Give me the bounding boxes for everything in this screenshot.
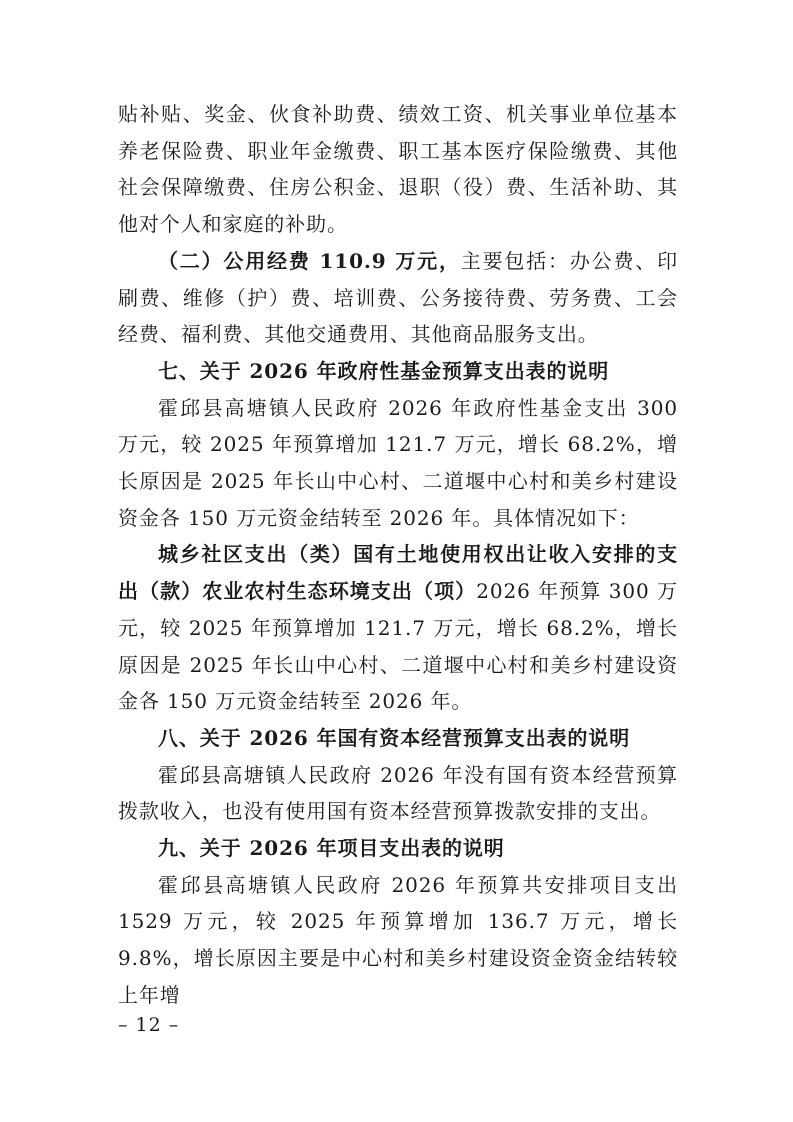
paragraph-public-funds — [118, 243, 678, 353]
page-number: – 12 – — [118, 1014, 180, 1036]
paragraph-government-fund: 霍邱县高塘镇人民政府 2026 年政府性基金支出 300 万元，较 2025 年预算增加 121.7 万元，增长 68.2%，增长原因是 2025 年长山中心村、二道堰中心村和美乡村建设资金各 150 万元资金结转至 2026 年。具体情况如下： — [118, 395, 678, 530]
expense-category-label: 城乡社区支出（类）国有土地使用权出让收入安排的支出（款）农业农村生态环境支出（项） — [118, 542, 678, 604]
section-heading-8: 八、关于 2026 年国有资本经营预算支出表的说明 — [158, 725, 631, 750]
public-funds-heading: （二）公用经费 110.9 万元， — [158, 248, 461, 273]
paragraph-project-expense: 霍邱县高塘镇人民政府 2026 年预算共安排项目支出 1529 万元，较 2025 年预算增加 136.7 万元，增长 9.8%，增长原因主要是中心村和美乡村建设资金资金结转较上年增 — [118, 872, 678, 1007]
expense-category-detail: 2026 年预算 300 万元，较 2025 年预算增加 121.7 万元，增长 68.2%，增长原因是 2025 年长山中心村、二道堰中心村和美乡村建设资金各 150 万元资金结转至 2026 年。 — [118, 579, 678, 714]
paragraph-urban-rural-expense — [118, 536, 678, 720]
paragraph-state-capital: 霍邱县高塘镇人民政府 2026 年没有国有资本经营预算拨款收入，也没有使用国有资本经营预算拨款安排的支出。 — [118, 762, 678, 824]
section-heading-9: 九、关于 2026 年项目支出表的说明 — [158, 836, 505, 861]
body-text — [118, 96, 678, 1014]
section-heading-7: 七、关于 2026 年政府性基金预算支出表的说明 — [158, 358, 610, 383]
public-funds-detail: 主要包括：办公费、印刷费、维修（护）费、培训费、公务接待费、劳务费、工会经费、福利费、其他交通费用、其他商品服务支出。 — [118, 248, 678, 347]
paragraph-personnel-items: 贴补贴、奖金、伙食补助费、绩效工资、机关事业单位基本养老保险费、职业年金缴费、职工基本医疗保险缴费、其他社会保障缴费、住房公积金、退职（役）费、生活补助、其他对个人和家庭的补助。 — [118, 102, 678, 237]
